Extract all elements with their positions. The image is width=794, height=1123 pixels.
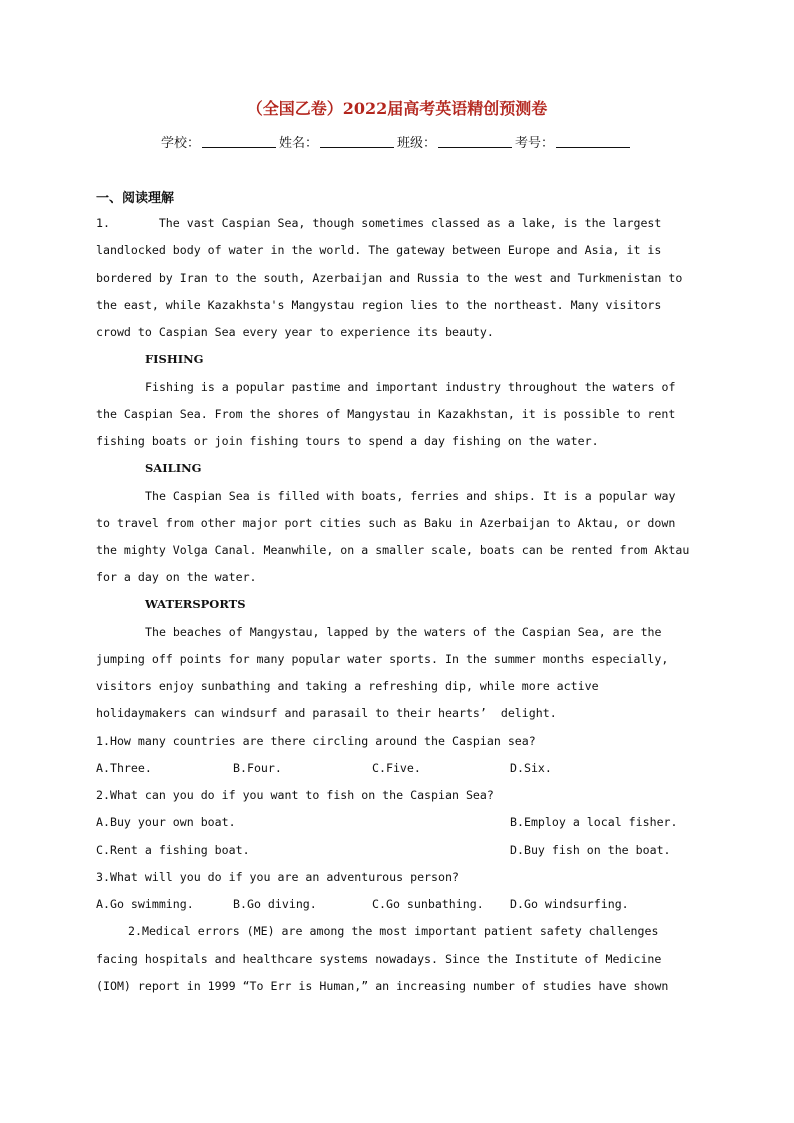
question-3: 3.What will you do if you are an adventurous person? — [96, 870, 459, 884]
passage1-line: crowd to Caspian Sea every year to experience its beauty. — [96, 325, 494, 339]
page-title: （全国乙卷）2022届高考英语精创预测卷 — [246, 99, 548, 118]
watersports-line: jumping off points for many popular water sports. In the summer months especially, — [96, 652, 669, 666]
sailing-line: the mighty Volga Canal. Meanwhile, on a smaller scale, boats can be rented from Aktau — [96, 543, 690, 557]
passage1-line: landlocked body of water in the world. The gateway between Europe and Asia, it is — [96, 243, 662, 257]
watersports-line: holidaymakers can windsurf and parasail to their hearts’ delight. — [96, 706, 557, 720]
passage2-line: (IOM) report in 1999 “To Err is Human,” an increasing number of studies have shown — [96, 979, 669, 993]
sailing-heading: SAILING — [145, 461, 202, 475]
q3-option-a: A.Go swimming. — [96, 897, 194, 911]
q1-option-c: C.Five. — [372, 761, 421, 775]
q1-option-d: D.Six. — [510, 761, 552, 775]
section-heading: 一、阅读理解 — [96, 191, 175, 206]
watersports-line: The beaches of Mangystau, lapped by the waters of the Caspian Sea, are the — [145, 625, 662, 639]
sailing-line: The Caspian Sea is filled with boats, ferries and ships. It is a popular way — [145, 489, 676, 503]
name-blank[interactable] — [320, 135, 394, 148]
q1-option-a: A.Three. — [96, 761, 152, 775]
exam-number-label: 考号： — [515, 136, 555, 151]
sailing-line: for a day on the water. — [96, 570, 257, 584]
q3-option-d: D.Go windsurfing. — [510, 897, 629, 911]
school-blank[interactable] — [202, 135, 276, 148]
passage2-line: facing hospitals and healthcare systems nowadays. Since the Institute of Medicine — [96, 952, 662, 966]
q3-option-b: B.Go diving. — [233, 897, 317, 911]
student-info-line — [0, 132, 794, 151]
passage1-line: bordered by Iran to the south, Azerbaijan and Russia to the west and Turkmenistan to — [96, 271, 683, 285]
fishing-heading: FISHING — [145, 352, 204, 366]
exam-number-blank[interactable] — [556, 135, 630, 148]
school-label: 学校： — [160, 136, 200, 151]
question-2: 2.What can you do if you want to fish on the Caspian Sea? — [96, 788, 494, 802]
passage1-line: the east, while Kazakhsta's Mangystau region lies to the northeast. Many visitors — [96, 298, 662, 312]
q2-option-d: D.Buy fish on the boat. — [510, 843, 671, 857]
class-blank[interactable] — [438, 135, 512, 148]
q1-option-b: B.Four. — [233, 761, 282, 775]
passage1-line: 1. The vast Caspian Sea, though sometimes classed as a lake, is the largest — [96, 216, 662, 230]
fishing-line: fishing boats or join fishing tours to spend a day fishing on the water. — [96, 434, 599, 448]
class-label: 班级： — [397, 136, 437, 151]
q2-option-c: C.Rent a fishing boat. — [96, 843, 250, 857]
fishing-line: the Caspian Sea. From the shores of Mangystau in Kazakhstan, it is possible to rent — [96, 407, 676, 421]
question-1: 1.How many countries are there circling around the Caspian sea? — [96, 734, 536, 748]
passage2-line: 2.Medical errors (ME) are among the most important patient safety challenges — [128, 924, 659, 938]
watersports-line: visitors enjoy sunbathing and taking a refreshing dip, while more active — [96, 679, 599, 693]
sailing-line: to travel from other major port cities such as Baku in Azerbaijan to Aktau, or down — [96, 516, 676, 530]
q2-option-a: A.Buy your own boat. — [96, 815, 236, 829]
fishing-line: Fishing is a popular pastime and important industry throughout the waters of — [145, 380, 676, 394]
watersports-heading: WATERSPORTS — [145, 597, 246, 611]
q3-option-c: C.Go sunbathing. — [372, 897, 484, 911]
name-label: 姓名： — [278, 136, 318, 151]
q2-option-b: B.Employ a local fisher. — [510, 815, 678, 829]
